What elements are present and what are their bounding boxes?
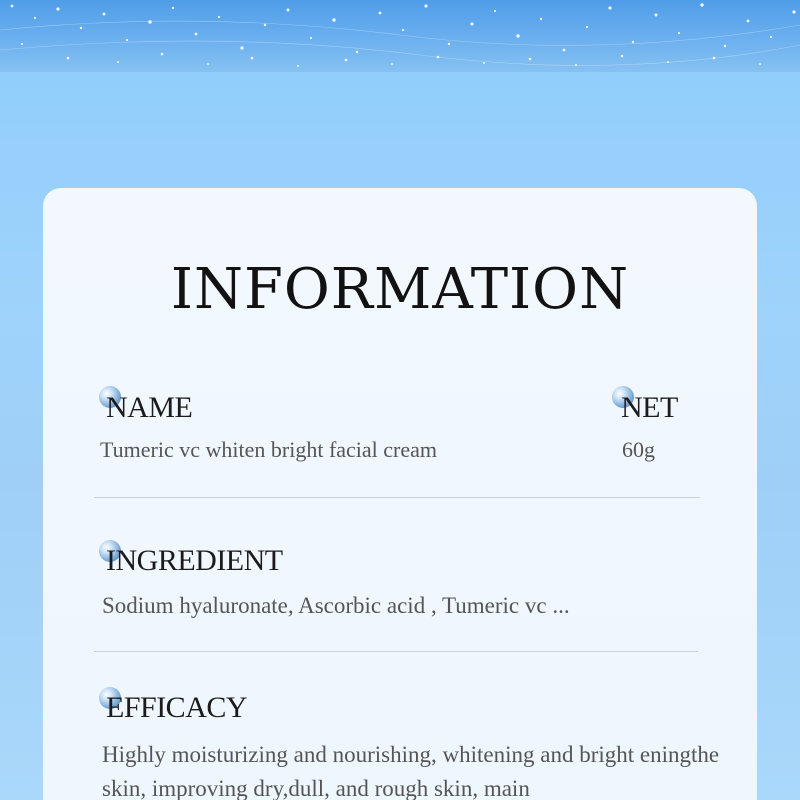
name-label: NAME: [106, 391, 193, 424]
divider: [94, 497, 700, 498]
efficacy-value: Highly moisturizing and nourishing, whitening and bright eningthe skin, improving dry,dull, and rough skin, main: [102, 742, 720, 800]
divider: [94, 651, 698, 652]
net-value: 60g: [622, 437, 655, 462]
efficacy-label: EFFICACY: [106, 691, 248, 724]
ingredient-value: Sodium hyaluronate, Ascorbic acid , Tumeric vc ...: [102, 593, 570, 618]
header-banner-image: [0, 0, 800, 72]
net-label: NET: [621, 391, 678, 424]
ingredient-label: INGREDIENT: [106, 544, 283, 577]
name-value: Tumeric vc whiten bright facial cream: [100, 437, 438, 462]
page-title: INFORMATION: [170, 257, 630, 322]
sparkle-pattern: [0, 0, 800, 72]
